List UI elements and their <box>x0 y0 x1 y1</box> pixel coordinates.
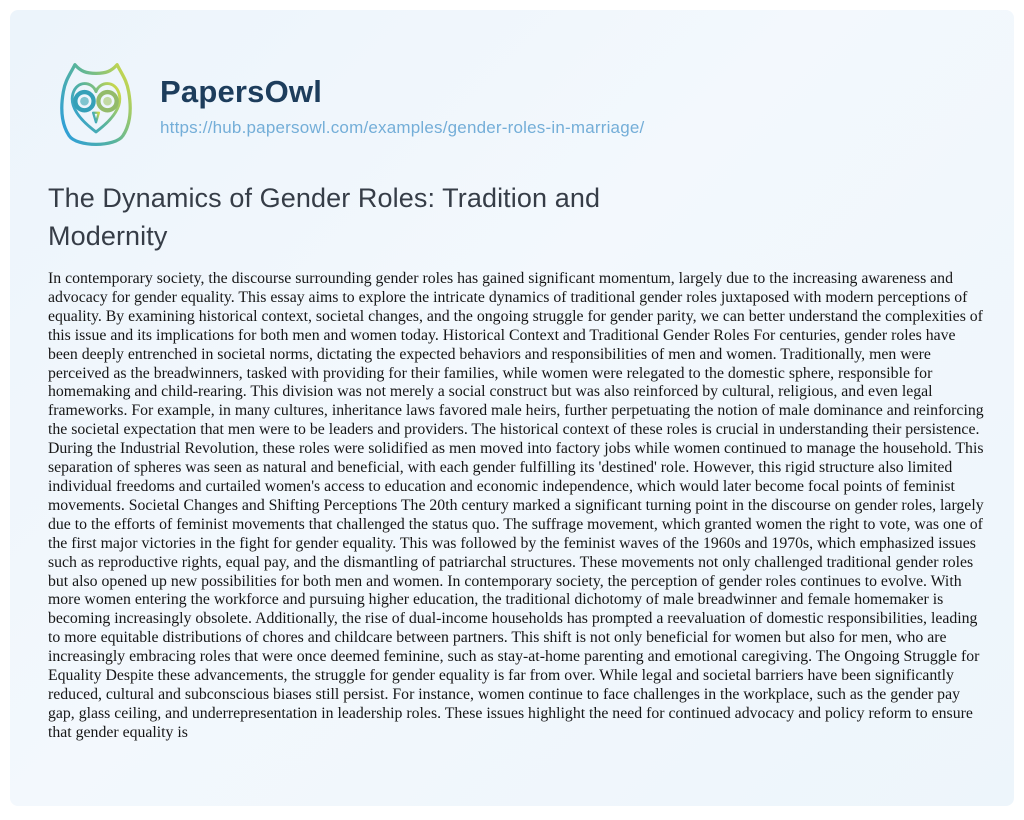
essay-body-text: In contemporary society, the discourse surrounding gender roles has gained significant momentum, largely due to the increasing awareness and advocacy for gender equality. This essay aims to explore the intricate dynamics of traditional gender roles juxtaposed with modern perceptions of equality. By examining historical context, societal changes, and the ongoing struggle for gender parity, we can better understand the complexities of this issue and its implications for both men and women today. Historical Context and Traditional Gender Roles For centuries, gender roles have been deeply entrenched in societal norms, dictating the expected behaviors and responsibilities of men and women. Traditionally, men were perceived as the breadwinners, tasked with providing for their families, while women were relegated to the domestic sphere, responsible for homemaking and child-rearing. This division was not merely a social construct but was also reinforced by cultural, religious, and even legal frameworks. For example, in many cultures, inheritance laws favored male heirs, further perpetuating the notion of male dominance and reinforcing the societal expectation that men were to be leaders and providers. The historical context of these roles is crucial in understanding their persistence. During the Industrial Revolution, these roles were solidified as men moved into factory jobs while women continued to manage the household. This separation of spheres was seen as natural and beneficial, with each gender fulfilling its 'destined' role. However, this rigid structure also limited individual freedoms and curtailed women's access to education and economic independence, which would later become focal points of feminist movements. Societal Changes and Shifting Perceptions The 20th century marked a significant turning point in the discourse on gender roles, largely due to the efforts of feminist movements that challenged the status quo. The suffrage movement, which granted women the right to vote, was one of the first major victories in the fight for gender equality. This was followed by the feminist waves of the 1960s and 1970s, which emphasized issues such as reproductive rights, equal pay, and the dismantling of patriarchal structures. These movements not only challenged traditional gender roles but also opened up new possibilities for both men and women. In contemporary society, the perception of gender roles continues to evolve. With more women entering the workforce and pursuing higher education, the traditional dichotomy of male breadwinner and female homemaker is becoming increasingly obsolete. Additionally, the rise of dual-income households has prompted a reevaluation of domestic responsibilities, leading to more equitable distributions of chores and childcare between partners. This shift is not only beneficial for women but also for men, who are increasingly embracing roles that were once deemed feminine, such as stay-at-home parenting and emotional caregiving. The Ongoing Struggle for Equality Despite these advancements, the struggle for gender equality is far from over. While legal and societal barriers have been significantly reduced, cultural and subconscious biases still persist. For instance, women continue to face challenges in the workplace, such as the gender pay gap, glass ceiling, and underrepresentation in leadership roles. These issues highlight the need for continued advocacy and policy reform to ensure that gender equality is <box>48 270 984 741</box>
site-header <box>48 55 978 157</box>
brand-wordmark: PapersOwl <box>160 73 323 109</box>
brand-block <box>160 74 644 139</box>
essay-title: The Dynamics of Gender Roles: Tradition and Modernity <box>48 183 601 251</box>
owl-logo-icon <box>48 55 144 157</box>
source-url-link[interactable]: https://hub.papersowl.com/examples/gender-roles-in-marriage/ <box>160 118 645 138</box>
document-page <box>10 10 1014 806</box>
